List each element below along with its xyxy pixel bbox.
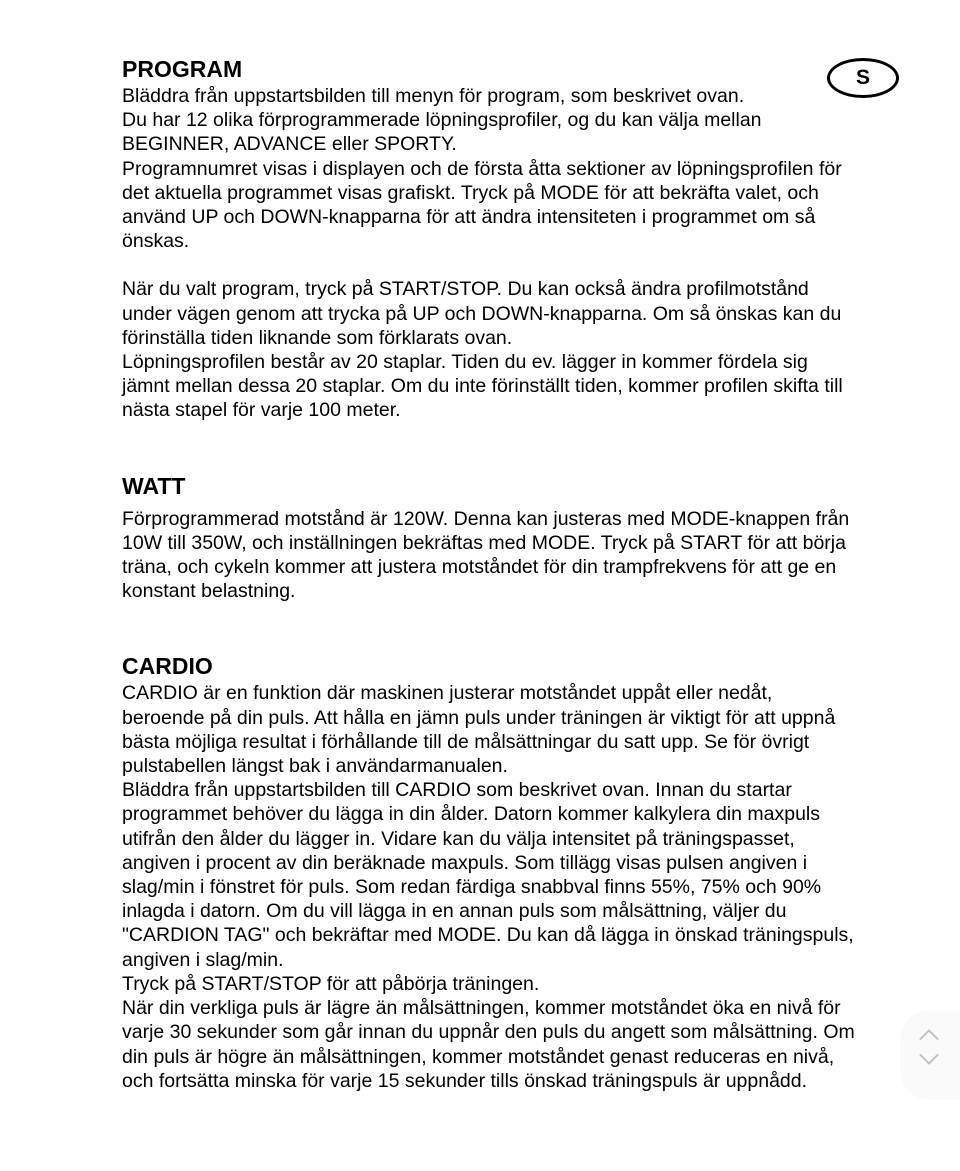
- text-line: BEGINNER, ADVANCE eller SPORTY.: [122, 133, 457, 156]
- text-line: nästa stapel för varje 100 meter.: [122, 399, 401, 422]
- text-line: 10W till 350W, och inställningen bekräftas med MODE. Tryck på START för att börja: [122, 531, 846, 554]
- text-line: konstant belastning.: [122, 580, 296, 603]
- watt-paragraph: [122, 507, 912, 604]
- s-badge: S: [827, 58, 899, 98]
- program-section: [122, 54, 912, 423]
- text-line: Programnumret visas i displayen och de första åtta sektioner av löpningsprofilen för: [122, 157, 842, 180]
- text-line: beroende på din puls. Att hålla en jämn puls under träningen är viktigt för att uppnå: [122, 706, 836, 729]
- text-line: använd UP och DOWN-knapparna för att ändra intensiteten i programmet om så: [122, 206, 816, 229]
- text-line: det aktuella programmet visas grafiskt. Tryck på MODE för att bekräfta valet, och: [122, 181, 819, 204]
- cardio-heading: CARDIO: [122, 653, 213, 680]
- text-line: "CARDION TAG" och bekräftar med MODE. Du kan då lägga in önskad träningspuls,: [122, 924, 854, 947]
- cardio-section: [122, 651, 912, 1092]
- text-line: pulstabellen längst bak i användarmanualen.: [122, 755, 508, 778]
- watt-section: [122, 471, 912, 604]
- page-scroll-control[interactable]: [900, 1010, 960, 1100]
- text-line: utifrån den ålder du lägger in. Vidare kan du välja intensitet på träningspasset,: [122, 827, 795, 850]
- text-line: varje 30 sekunder som går innan du uppnår den puls du angett som målsättning. Om: [122, 1021, 855, 1044]
- text-line: När din verkliga puls är lägre än målsättningen, kommer motståndet öka en nivå för: [122, 997, 841, 1020]
- text-line: Tryck på START/STOP för att påbörja träningen.: [122, 972, 540, 995]
- program-heading: PROGRAM: [122, 56, 243, 82]
- text-line: Löpningsprofilen består av 20 staplar. Tiden du ev. lägger in kommer fördela sig: [122, 351, 808, 374]
- cardio-paragraph: [122, 681, 912, 1092]
- text-line: jämnt mellan dessa 20 staplar. Om du inte förinställt tiden, kommer profilen skifta till: [122, 375, 843, 398]
- text-line: träna, och cykeln kommer att justera motståndet för din trampfrekvens för att ge en: [122, 556, 837, 579]
- text-line: inlagda i datorn. Om du vill lägga in en annan puls som målsättning, väljer du: [122, 900, 787, 923]
- text-line: angiven i procent av din beräknade maxpuls. Som tillägg visas pulsen angiven i: [122, 851, 808, 874]
- text-line: Du har 12 olika förprogrammerade löpningsprofiler, og du kan välja mellan: [122, 109, 762, 132]
- text-line: under vägen genom att trycka på UP och DOWN-knapparna. Om så önskas kan du: [122, 302, 842, 325]
- text-line: Bläddra från uppstartsbilden till menyn för program, som beskrivet ovan.: [122, 85, 745, 107]
- text-line: angiven i slag/min.: [122, 948, 284, 971]
- text-line: CARDIO är en funktion där maskinen justerar motståndet uppåt eller nedåt,: [122, 682, 773, 705]
- chevron-down-icon[interactable]: [919, 1045, 939, 1065]
- text-line: programmet behöver du lägga in din ålder. Datorn kommer kalkylera din maxpuls: [122, 803, 821, 826]
- document-page: [122, 54, 912, 1093]
- text-line: slag/min i fönstret för puls. Som redan färdiga snabbval finns 55%, 75% och 90%: [122, 876, 822, 899]
- program-paragraph-2: [122, 277, 912, 422]
- text-line: När du valt program, tryck på START/STOP. Du kan också ändra profilmotstånd: [122, 278, 809, 301]
- text-line: Bläddra från uppstartsbilden till CARDIO som beskrivet ovan. Innan du startar: [122, 779, 792, 802]
- text-line: din puls är högre än målsättningen, kommer motståndet genast reduceras en nivå,: [122, 1045, 835, 1068]
- text-line: Förprogrammerad motstånd är 120W. Denna kan justeras med MODE-knappen från: [122, 507, 850, 530]
- text-line: önskas.: [122, 230, 190, 253]
- text-line: förinställa tiden liknande som förklarats ovan.: [122, 326, 513, 349]
- watt-heading: WATT: [122, 472, 186, 499]
- program-paragraph-1: [122, 84, 912, 253]
- text-line: och fortsätta minska för varje 15 sekunder tills önskad träningspuls är uppnådd.: [122, 1069, 808, 1092]
- text-line: bästa möjliga resultat i förhållande till de målsättningar du satt upp. Se för övrigt: [122, 730, 810, 753]
